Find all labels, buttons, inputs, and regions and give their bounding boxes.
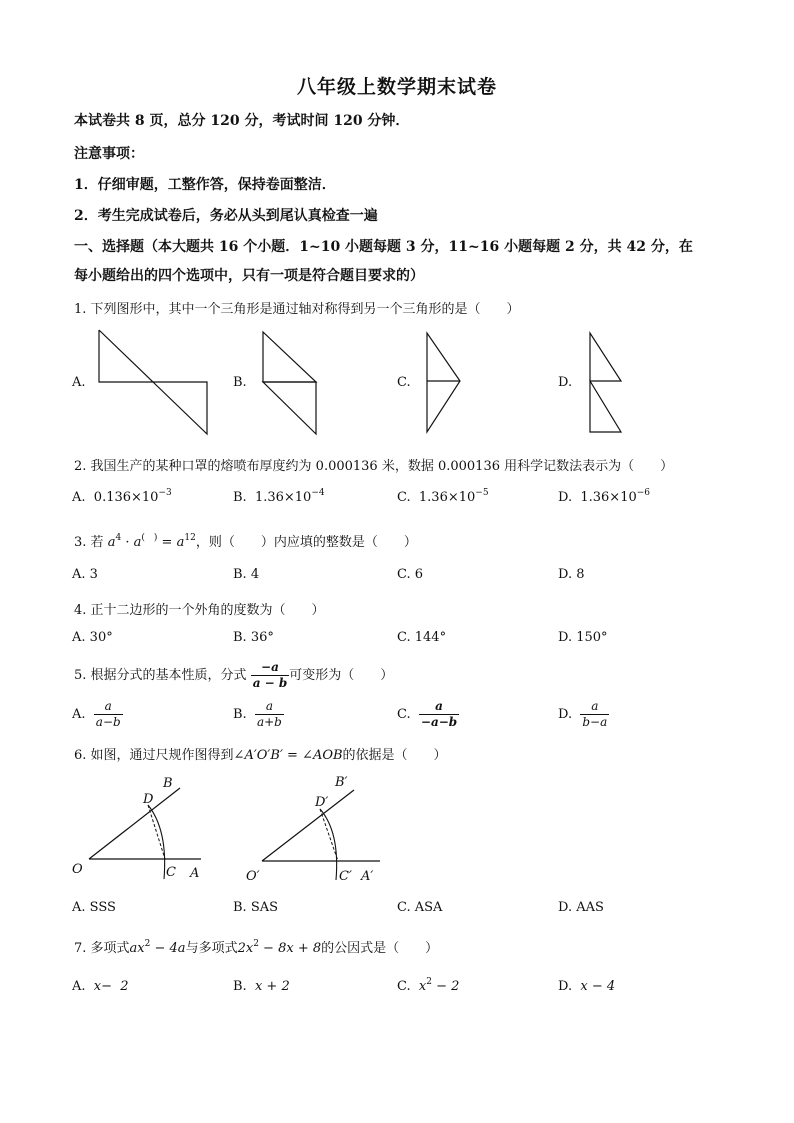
q3-option-d-value: 8 bbox=[576, 567, 585, 582]
q2-option-a-exp: −3 bbox=[158, 488, 172, 498]
q3-exp-1: 4 bbox=[115, 533, 122, 543]
q5-option-b-label: B. bbox=[233, 707, 247, 722]
q6-option-d-label: D. bbox=[558, 900, 573, 915]
q6-option-a-label: A. bbox=[72, 900, 86, 915]
q3-base-2: a bbox=[133, 535, 142, 550]
q7-poly1-exp: 2 bbox=[144, 939, 151, 949]
q4-option-a bbox=[72, 630, 113, 645]
exam-info: 本试卷共 8 页，总分 120 分，考试时间 120 分钟． bbox=[74, 113, 410, 129]
q3-base-1: a bbox=[107, 535, 116, 550]
q5-option-a-label: A. bbox=[72, 707, 86, 722]
q4-option-b-value: 36° bbox=[250, 630, 274, 645]
q5-stem-numerator: −a bbox=[251, 660, 290, 676]
q3-prefix: 3. 若 bbox=[74, 535, 104, 550]
q4-option-d bbox=[558, 630, 608, 645]
q5-option-c-num: a bbox=[419, 699, 459, 715]
question-3-stem bbox=[74, 531, 417, 550]
q6-suffix: 的依据是（ ） bbox=[342, 748, 447, 763]
q5-option-b-num: a bbox=[255, 699, 284, 715]
q3-exp-2: ( ) bbox=[141, 533, 158, 543]
page-title: 八年级上数学期末试卷 bbox=[296, 76, 497, 98]
q5-suffix: 可变形为（ ） bbox=[289, 668, 394, 683]
q4-option-a-value: 30° bbox=[89, 630, 113, 645]
q3-option-c bbox=[397, 567, 423, 582]
q7-mid: 与多项式 bbox=[185, 941, 238, 956]
question-4-stem: 4. 正十二边形的一个外角的度数为（ ） bbox=[74, 603, 325, 618]
q6-option-d-value: AAS bbox=[576, 900, 604, 915]
q5-prefix: 5. 根据分式的基本性质，分式 bbox=[74, 668, 247, 683]
q6-option-a-value: SSS bbox=[89, 900, 116, 915]
q7-option-b-value: x + 2 bbox=[254, 979, 290, 994]
question-7-stem bbox=[74, 937, 438, 956]
q5-option-d-num: a bbox=[580, 699, 609, 715]
q6-figure-right bbox=[242, 772, 392, 887]
notice-heading: 注意事项： bbox=[74, 146, 144, 162]
q7-poly2: 2x bbox=[237, 941, 254, 956]
question-1-stem: 1. 下列图形中，其中一个三角形是通过轴对称得到另一个三角形的是（ ） bbox=[74, 302, 520, 317]
q7-option-c-tail: − 2 bbox=[431, 979, 460, 994]
q6-option-c-label: C. bbox=[397, 900, 411, 915]
q7-option-a-label: A. bbox=[72, 979, 86, 994]
q5-option-c-label: C. bbox=[397, 707, 411, 722]
q3-equals: = bbox=[161, 535, 173, 550]
q4-option-c bbox=[397, 630, 446, 645]
q2-option-b bbox=[233, 490, 325, 505]
q5-option-c-den: −a−b bbox=[420, 715, 458, 729]
q5-option-c bbox=[397, 699, 459, 730]
q2-option-d-label: D. bbox=[558, 490, 573, 505]
q6-right-label-a: A′ bbox=[361, 869, 374, 884]
q7-poly1: ax bbox=[129, 941, 145, 956]
q6-right-label-b: B′ bbox=[335, 775, 348, 790]
q5-option-b-fraction bbox=[255, 699, 284, 730]
q7-option-b bbox=[233, 979, 290, 994]
q2-option-c-base: 1.36×10 bbox=[418, 490, 476, 505]
q2-option-b-base: 1.36×10 bbox=[254, 490, 312, 505]
q2-option-c bbox=[397, 490, 489, 505]
q2-option-c-exp: −5 bbox=[475, 488, 489, 498]
q1-option-b-label: B. bbox=[233, 375, 247, 390]
q6-option-a bbox=[72, 900, 116, 915]
section-heading-line1: 一、选择题（本大题共 16 个小题．1~10 小题每题 3 分，11~16 小题每题 2 分，共 42 分，在 bbox=[74, 239, 693, 255]
q5-stem-fraction bbox=[251, 660, 290, 691]
q4-option-a-label: A. bbox=[72, 630, 86, 645]
q3-option-b bbox=[233, 567, 259, 582]
q2-option-a-label: A. bbox=[72, 490, 86, 505]
q2-option-a bbox=[72, 490, 172, 505]
q6-left-label-a: A bbox=[190, 866, 200, 881]
q4-option-c-value: 144° bbox=[414, 630, 447, 645]
q6-left-label-c: C bbox=[166, 865, 176, 880]
q6-option-b-value: SAS bbox=[250, 900, 279, 915]
q5-option-a bbox=[72, 699, 123, 730]
q6-prefix: 6. 如图，通过尺规作图得到 bbox=[74, 748, 234, 763]
q5-option-b bbox=[233, 699, 284, 730]
q5-option-a-den: a−b bbox=[95, 715, 121, 729]
q6-figure-left bbox=[66, 772, 216, 887]
q6-left-label-b: B bbox=[163, 776, 173, 791]
q5-stem-denominator: a − b bbox=[252, 676, 288, 690]
q3-option-c-value: 6 bbox=[414, 567, 424, 582]
q6-right-label-c: C′ bbox=[339, 869, 352, 884]
q3-option-a bbox=[72, 567, 98, 582]
question-5-stem bbox=[74, 660, 393, 691]
notice-item-1: 1．仔细审题，工整作答，保持卷面整洁． bbox=[74, 177, 336, 193]
q3-base-3: a bbox=[176, 535, 185, 550]
q2-option-a-base: 0.136×10 bbox=[93, 490, 159, 505]
q6-left-label-o: O bbox=[72, 862, 83, 877]
q4-option-c-label: C. bbox=[397, 630, 411, 645]
q7-poly2-tail: − 8x + 8 bbox=[258, 941, 322, 956]
question-6-stem bbox=[74, 744, 447, 763]
q7-option-d-value: x − 4 bbox=[580, 979, 616, 994]
q2-option-d bbox=[558, 490, 650, 505]
q2-option-b-label: B. bbox=[233, 490, 247, 505]
q3-option-d-label: D. bbox=[558, 567, 573, 582]
q1-figure-d bbox=[585, 328, 630, 438]
notice-item-2: 2．考生完成试卷后，务必从头到尾认真检查一遍 bbox=[74, 208, 378, 224]
q7-option-a-value: x− 2 bbox=[93, 979, 129, 994]
q7-option-b-label: B. bbox=[233, 979, 247, 994]
q4-option-b-label: B. bbox=[233, 630, 247, 645]
q7-poly1-tail: − 4a bbox=[150, 941, 186, 956]
q7-option-d bbox=[558, 979, 615, 994]
q2-option-d-base: 1.36×10 bbox=[580, 490, 637, 505]
section-heading-line2: 每小题给出的四个选项中，只有一项是符合题目要求的） bbox=[74, 268, 424, 284]
question-2-stem: 2. 我国生产的某种口罩的熔喷布厚度约为 0.000136 米，数据 0.000136 用科学记数法表示为（ ） bbox=[74, 459, 674, 474]
q4-option-d-label: D. bbox=[558, 630, 573, 645]
q7-option-c-label: C. bbox=[397, 979, 411, 994]
q1-option-d-label: D. bbox=[558, 375, 573, 390]
q5-option-b-den: a+b bbox=[256, 715, 282, 729]
q3-option-a-value: 3 bbox=[89, 567, 98, 582]
q6-right-label-d: D′ bbox=[315, 795, 329, 810]
q5-option-d bbox=[558, 699, 609, 730]
q5-option-a-num: a bbox=[94, 699, 123, 715]
q5-option-d-den: b−a bbox=[582, 715, 608, 729]
q7-prefix: 7. 多项式 bbox=[74, 941, 130, 956]
q3-option-b-value: 4 bbox=[250, 567, 260, 582]
q7-option-d-label: D. bbox=[558, 979, 573, 994]
q5-option-d-label: D. bbox=[558, 707, 573, 722]
q6-option-b bbox=[233, 900, 278, 915]
q1-option-a-label: A. bbox=[72, 375, 86, 390]
q4-option-b bbox=[233, 630, 274, 645]
q6-math: ∠A′O′B′ = ∠AOB bbox=[233, 748, 343, 763]
q3-option-d bbox=[558, 567, 585, 582]
q7-option-a bbox=[72, 979, 129, 994]
q7-option-c-exp: 2 bbox=[426, 977, 432, 987]
q5-option-c-fraction bbox=[419, 699, 459, 730]
q3-option-c-label: C. bbox=[397, 567, 411, 582]
q7-suffix: 的公因式是（ ） bbox=[321, 941, 439, 956]
q6-right-label-o: O′ bbox=[246, 869, 260, 884]
q5-option-a-fraction bbox=[94, 699, 123, 730]
q3-option-a-label: A. bbox=[72, 567, 86, 582]
q1-figure-b bbox=[258, 328, 323, 438]
q1-option-c-label: C. bbox=[397, 375, 411, 390]
q7-option-c-value: x bbox=[418, 979, 427, 994]
q6-option-c bbox=[397, 900, 442, 915]
q6-left-label-d: D bbox=[143, 792, 154, 807]
q3-option-b-label: B. bbox=[233, 567, 247, 582]
q1-figure-c bbox=[422, 328, 467, 438]
q1-figure-a bbox=[95, 328, 210, 438]
q6-option-b-label: B. bbox=[233, 900, 247, 915]
q2-option-d-exp: −6 bbox=[636, 488, 651, 498]
q6-option-d bbox=[558, 900, 604, 915]
q3-exp-3: 12 bbox=[184, 533, 196, 543]
q6-option-c-value: ASA bbox=[414, 900, 443, 915]
q3-suffix: ，则（ ）内应填的整数是（ ） bbox=[195, 535, 417, 550]
q7-poly2-exp: 2 bbox=[253, 939, 259, 949]
q2-option-b-exp: −4 bbox=[311, 488, 325, 498]
q2-option-c-label: C. bbox=[397, 490, 411, 505]
q4-option-d-value: 150° bbox=[576, 630, 608, 645]
q5-option-d-fraction bbox=[580, 699, 609, 730]
q3-dot: · bbox=[125, 535, 130, 550]
q7-option-c bbox=[397, 979, 459, 994]
